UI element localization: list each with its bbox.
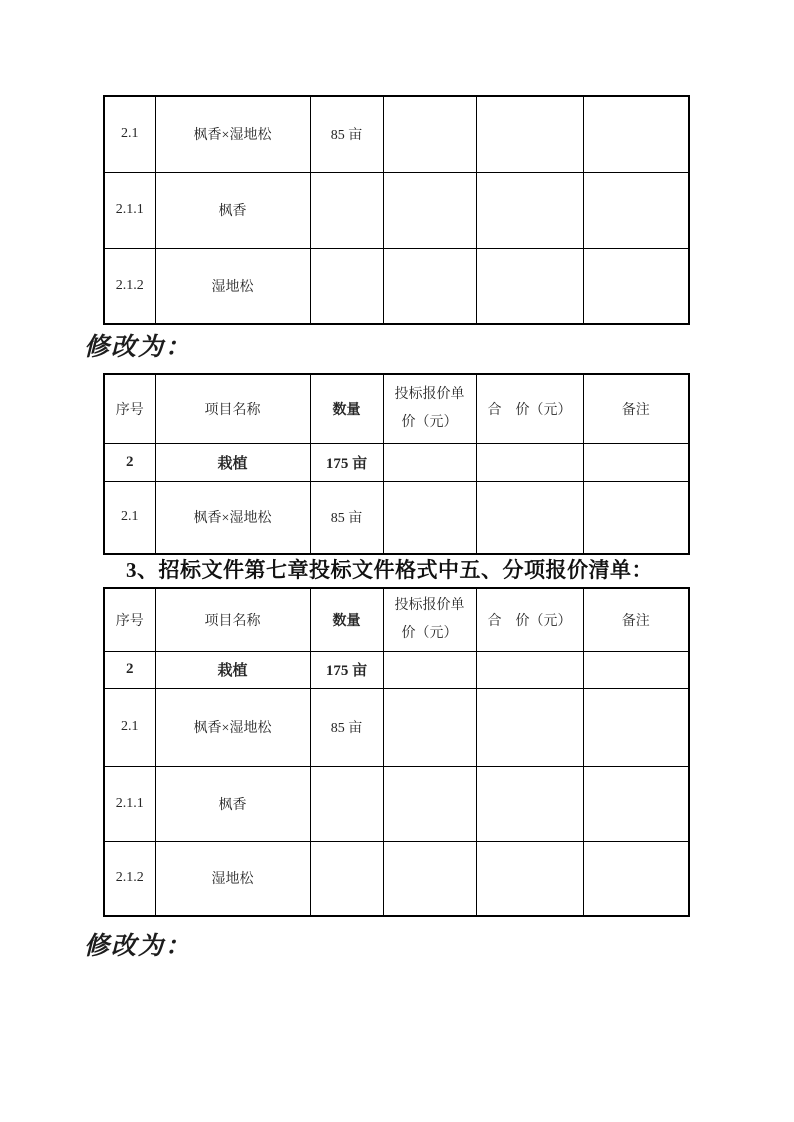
table-cell [383,443,476,481]
table-cell [583,481,689,554]
table-cell [383,766,476,841]
header-cell-total-price: 合 价（元） [476,588,583,651]
table-cell: 湿地松 [155,841,310,916]
price-table-section3 [103,587,690,917]
table-cell: 2 [104,443,155,481]
table-cell [310,766,383,841]
price-table-continuation [103,95,690,325]
table-cell: 2.1 [104,481,155,554]
table-cell: 枫香 [155,172,310,248]
table-cell [383,248,476,324]
modify-label-top: 修改为： [84,334,193,361]
header-cell-quantity: 数量 [310,588,383,651]
table-cell [583,443,689,481]
table-cell [476,841,583,916]
unit-price-line2: 价（元） [401,625,458,641]
table-cell [310,172,383,248]
table-cell: 枫香×湿地松 [155,96,310,172]
table-cell: 2.1 [104,688,155,766]
table-cell: 湿地松 [155,248,310,324]
section3-heading: 3、招标文件第七章投标文件格式中五、分项报价清单： [126,558,653,582]
table-cell [476,766,583,841]
table-cell: 2.1 [104,96,155,172]
table-cell: 175 亩 [310,443,383,481]
table-cell [583,172,689,248]
table-cell [476,443,583,481]
price-table-revised [103,373,690,555]
header-cell-item-name: 项目名称 [155,588,310,651]
table-cell [583,651,689,688]
header-cell-quantity: 数量 [310,374,383,443]
table-cell: 栽植 [155,651,310,688]
table-row [104,172,689,248]
table-header-row [104,588,689,651]
table-header-row [104,374,689,443]
table-cell: 2.1.1 [104,172,155,248]
table-cell: 2.1.1 [104,766,155,841]
table-cell [583,841,689,916]
table-cell [583,96,689,172]
table-cell: 2.1.2 [104,841,155,916]
header-cell-remark: 备注 [583,374,689,443]
header-cell-unit-price [383,374,476,443]
table-cell [583,248,689,324]
header-cell-seq: 序号 [104,374,155,443]
table-row [104,766,689,841]
table-row [104,443,689,481]
table-cell [476,172,583,248]
header-cell-total-price: 合 价（元） [476,374,583,443]
table-cell [476,481,583,554]
header-cell-seq: 序号 [104,588,155,651]
table-cell: 2 [104,651,155,688]
header-cell-item-name: 项目名称 [155,374,310,443]
table-row [104,651,689,688]
unit-price-line1: 投标报价单 [394,597,465,613]
table-row [104,481,689,554]
table-cell: 2.1.2 [104,248,155,324]
table-cell [383,172,476,248]
unit-price-line2: 价（元） [401,414,458,430]
table-cell [383,481,476,554]
header-cell-unit-price [383,588,476,651]
table-row [104,688,689,766]
table-cell [383,651,476,688]
table-cell: 85 亩 [310,688,383,766]
table-cell: 85 亩 [310,96,383,172]
modify-label-bottom: 修改为： [84,933,193,960]
table-cell: 枫香 [155,766,310,841]
table-cell [476,248,583,324]
table-cell [383,688,476,766]
table-cell [383,841,476,916]
table-cell [583,688,689,766]
table-cell: 栽植 [155,443,310,481]
table-cell [310,841,383,916]
table-cell [583,766,689,841]
table-row [104,841,689,916]
table-cell: 枫香×湿地松 [155,481,310,554]
table-cell [476,688,583,766]
table-cell [310,248,383,324]
table-cell: 枫香×湿地松 [155,688,310,766]
table-cell: 175 亩 [310,651,383,688]
table-cell [383,96,476,172]
table-row [104,96,689,172]
table-row [104,248,689,324]
table-cell [476,96,583,172]
header-cell-remark: 备注 [583,588,689,651]
table-cell: 85 亩 [310,481,383,554]
unit-price-line1: 投标报价单 [394,386,465,402]
table-cell [476,651,583,688]
